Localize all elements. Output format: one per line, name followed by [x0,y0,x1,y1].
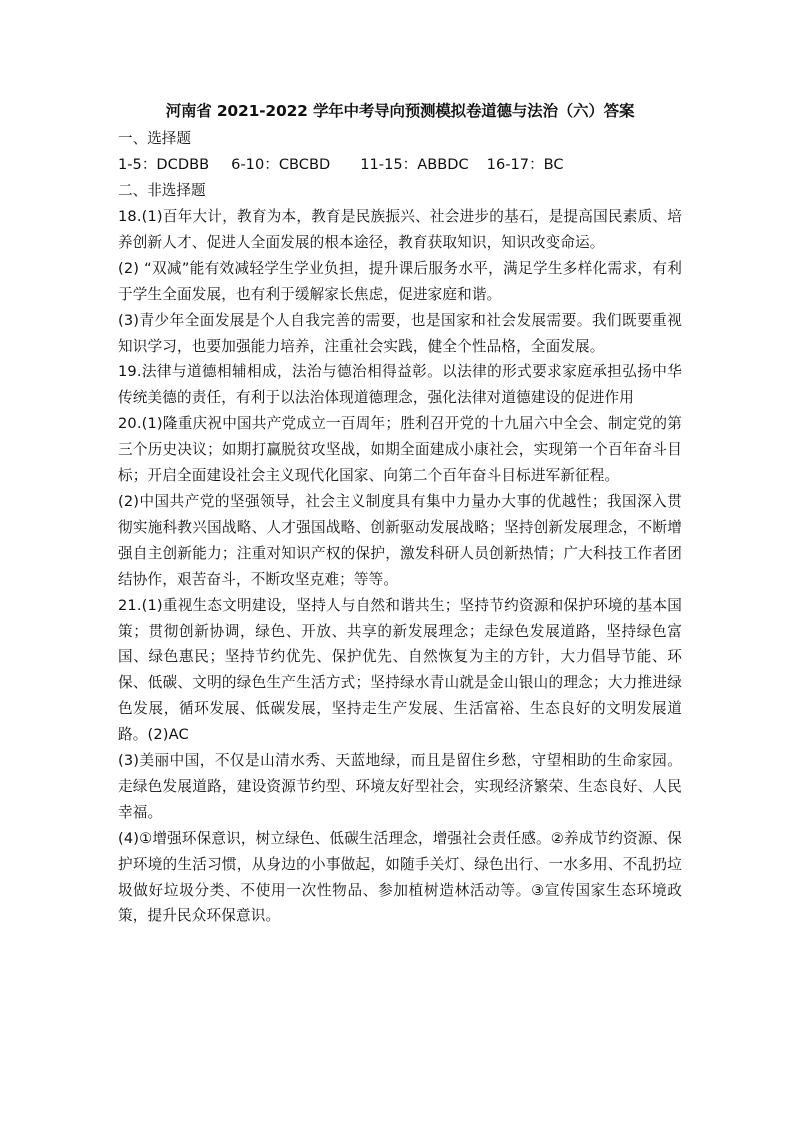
answer-21-4: (4)①增强环保意识，树立绿色、低碳生活理念，增强社会责任感。②养成节约资源、保护环境的生活习惯，从身边的小事做起，如随手关灯、绿色出行、一水多用、不乱扔垃圾做好垃圾分类、不使用一次性物品、参加植树造林活动等。③宣传国家生态环境政策，提升民众环保意识。 [118,829,682,925]
answer-document [118,98,682,929]
choice-answers-16-17: 16-17：BC [486,156,564,173]
answer-18-2: (2) “双减”能有效减轻学生学业负担，提升课后服务水平，满足学生多样化需求，有利于学生全面发展，也有利于缓解家长焦虑，促进家庭和谐。 [118,259,682,303]
answer-18-3: (3)青少年全面发展是个人自我完善的需要，也是国家和社会发展需要。我们既要重视知识学习，也要加强能力培养，注重社会实践，健全个性品格，全面发展。 [118,311,682,355]
answer-20-2: (2)中国共产党的坚强领导，社会主义制度具有集中力量办大事的优越性；我国深入贯彻实施科教兴国战略、人才强国战略、创新驱动发展战略；坚持创新发展理念，不断增强自主创新能力；注重对知识产权的保护，激发科研人员创新热情；广大科技工作者团结协作，艰苦奋斗，不断攻坚克难；等等。 [118,492,682,588]
answer-20-1: 20.(1)隆重庆祝中国共产党成立一百周年；胜利召开党的十九届六中全会、制定党的第三个历史决议；如期打赢脱贫攻坚战，如期全面建成小康社会，实现第一个百年奋斗目标；开启全面建设社会主义现代化国家、向第二个百年奋斗目标进军新征程。 [118,415,682,485]
choice-answers-1-5: 1-5：DCDBB [118,156,210,173]
choice-answers-6-10: 6-10：CBCBD [231,156,331,173]
answer-19: 19.法律与道德相辅相成，法治与德治相得益彰。以法律的形式要求家庭承担弘扬中华传统美德的责任，有利于以法治体现道德理念，强化法律对道德建设的促进作用 [118,363,682,407]
section-heading-nonchoice: 二、非选择题 [118,182,206,199]
section-heading-choice: 一、选择题 [118,130,191,147]
answer-18-1: 18.(1)百年大计，教育为本，教育是民族振兴、社会进步的基石，是提高国民素质、培养创新人才、促进人全面发展的根本途径，教育获取知识，知识改变命运。 [118,208,682,251]
answer-21-3: (3)美丽中国，不仅是山清水秀、天蓝地绿，而且是留住乡愁，守望相助的生命家园。走绿色发展道路，建设资源节约型、环境友好型社会，实现经济繁荣、生态良好、人民幸福。 [118,752,682,821]
answer-21-1: 21.(1)重视生态文明建设，坚持人与自然和谐共生；坚持节约资源和保护环境的基本国策；贯彻创新协调，绿色、开放、共享的新发展理念；走绿色发展道路，坚持绿色富国、绿色惠民；坚持节约优先、保护优先、自然恢复为主的方针，大力倡导节能、环保、低碳、文明的绿色生产生活方式；坚持绿水青山就是金山银山的理念；大力推进绿色发展，循环发展、低碳发展，坚持走生产发展、生活富裕、生态良好的文明发展道路。(2)AC [118,596,682,744]
choice-answers-row [118,152,682,178]
choice-answers-11-15: 11-15：ABBDC [360,156,469,173]
document-title: 河南省 2021-2022 学年中考导向预测模拟卷道德与法治（六）答案 [165,102,635,120]
